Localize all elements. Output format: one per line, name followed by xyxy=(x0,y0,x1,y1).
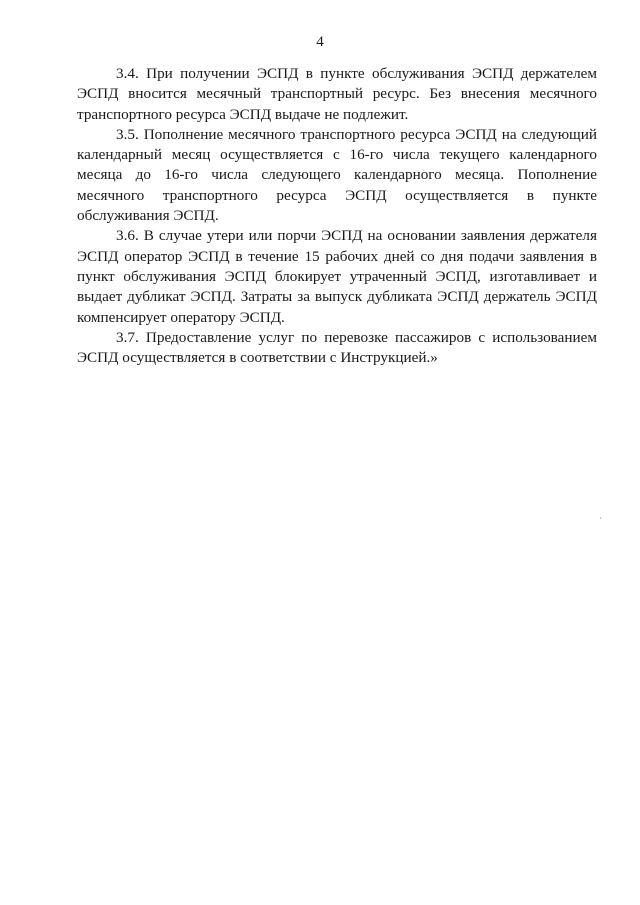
page-number: 4 xyxy=(316,34,324,50)
paragraph-3-4: 3.4. При получении ЭСПД в пункте обслуживания ЭСПД держателем ЭСПД вносится месячный транспортный ресурс. Без внесения месячного транспортного ресурса ЭСПД выдаче не подлежит. xyxy=(77,65,597,123)
paragraph-3-6: 3.6. В случае утери или порчи ЭСПД на основании заявления держателя ЭСПД оператор ЭСПД в течение 15 рабочих дней со дня подачи заявления в пункт обслуживания ЭСПД блокирует утраченный ЭСПД, изготавливает и выдает дубликат ЭСПД. Затраты за выпуск дубликата ЭСПД держатель ЭСПД компенсирует оператору ЭСПД. xyxy=(77,227,597,326)
paragraph-3-7: 3.7. Предоставление услуг по перевозке пассажиров с использованием ЭСПД осуществляется в соответствии с Инструкцией.» xyxy=(77,328,597,367)
paragraph-3-5: 3.5. Пополнение месячного транспортного ресурса ЭСПД на следующий календарный месяц осуществляется с 16-го числа текущего календарного месяца до 16-го числа следующего календарного месяца. Пополнение месячного транспортного ресурса ЭСПД осуществляется в пункте обслуживания ЭСПД. xyxy=(77,125,597,225)
document-body xyxy=(77,64,597,368)
scan-artifact xyxy=(600,517,601,519)
